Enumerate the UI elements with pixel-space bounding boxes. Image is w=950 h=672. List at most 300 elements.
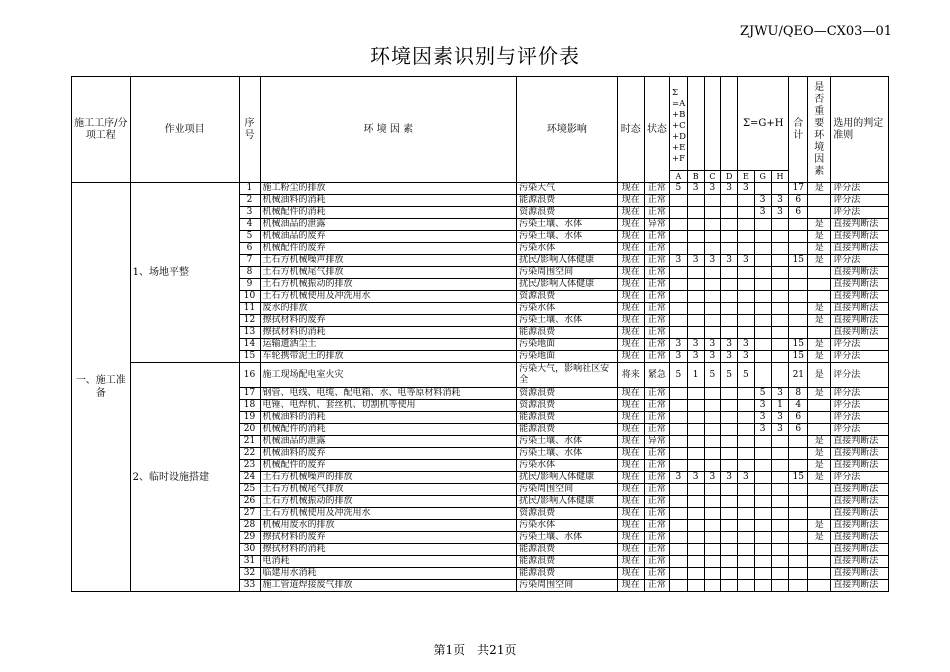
row-number: 9 xyxy=(239,279,260,291)
score-e xyxy=(738,556,755,568)
score-e xyxy=(738,195,755,207)
criteria-cell: 直接判断法 xyxy=(831,303,889,315)
criteria-cell: 评分法 xyxy=(831,207,889,219)
score-d xyxy=(721,580,738,592)
score-b xyxy=(687,291,704,303)
state-cell: 正常 xyxy=(644,291,669,303)
score-h xyxy=(771,351,789,363)
tense-cell: 现在 xyxy=(617,460,644,472)
score-a xyxy=(670,412,688,424)
row-number: 3 xyxy=(239,207,260,219)
criteria-cell: 评分法 xyxy=(831,388,889,400)
total-cell: 15 xyxy=(789,351,808,363)
score-b xyxy=(687,388,704,400)
total-cell xyxy=(789,448,808,460)
criteria-cell: 直接判断法 xyxy=(831,532,889,544)
score-b xyxy=(687,544,704,556)
criteria-cell: 直接判断法 xyxy=(831,267,889,279)
factor-cell: 机械油品的废弃 xyxy=(260,231,517,243)
factor-cell: 运输遗洒尘土 xyxy=(260,339,517,351)
score-e xyxy=(738,544,755,556)
factor-cell: 土石方机械尾气排放 xyxy=(260,267,517,279)
score-b xyxy=(687,448,704,460)
score-h xyxy=(771,460,789,472)
significant-cell xyxy=(808,207,831,219)
score-c xyxy=(704,279,721,291)
total-cell: 15 xyxy=(789,255,808,267)
factor-cell: 机械用废水的排放 xyxy=(260,520,517,532)
score-e xyxy=(738,580,755,592)
significant-cell xyxy=(808,496,831,508)
impact-cell: 扰民/影响人体健康 xyxy=(517,255,618,267)
score-h: 3 xyxy=(771,412,789,424)
score-e xyxy=(738,484,755,496)
header-impact: 环境影响 xyxy=(517,77,618,183)
total-cell xyxy=(789,484,808,496)
row-number: 29 xyxy=(239,532,260,544)
score-g xyxy=(754,255,771,267)
significant-cell: 是 xyxy=(808,243,831,255)
score-b: 1 xyxy=(687,363,704,388)
total-cell xyxy=(789,508,808,520)
letter-b: B xyxy=(687,171,704,183)
score-a xyxy=(670,267,688,279)
score-h: 3 xyxy=(771,195,789,207)
tense-cell: 现在 xyxy=(617,496,644,508)
score-a xyxy=(670,291,688,303)
score-e xyxy=(738,448,755,460)
score-e xyxy=(738,460,755,472)
significant-cell xyxy=(808,508,831,520)
document-number: ZJWU/QEO—CX03—01 xyxy=(739,24,892,39)
row-number: 22 xyxy=(239,448,260,460)
impact-cell: 资源浪费 xyxy=(517,291,618,303)
row-number: 6 xyxy=(239,243,260,255)
score-c xyxy=(704,207,721,219)
score-h: 1 xyxy=(771,400,789,412)
score-d: 3 xyxy=(721,255,738,267)
score-d xyxy=(721,327,738,339)
criteria-cell: 评分法 xyxy=(831,424,889,436)
state-cell: 正常 xyxy=(644,327,669,339)
total-cell: 8 xyxy=(789,388,808,400)
score-c xyxy=(704,315,721,327)
factor-cell: 施工现场配电室火灾 xyxy=(260,363,517,388)
tense-cell: 现在 xyxy=(617,556,644,568)
score-a xyxy=(670,279,688,291)
score-c xyxy=(704,412,721,424)
row-number: 12 xyxy=(239,315,260,327)
impact-cell: 污染大气，影响社区安全 xyxy=(517,363,618,388)
score-h xyxy=(771,255,789,267)
score-g xyxy=(754,544,771,556)
significant-cell: 是 xyxy=(808,472,831,484)
score-h xyxy=(771,327,789,339)
impact-cell: 能源浪费 xyxy=(517,556,618,568)
score-g xyxy=(754,472,771,484)
score-e xyxy=(738,568,755,580)
work-item-cell: 2、临时设施搭建 xyxy=(130,363,239,592)
factor-cell: 车轮携带泥土的排放 xyxy=(260,351,517,363)
score-d xyxy=(721,556,738,568)
tense-cell: 现在 xyxy=(617,219,644,231)
phase-cell: 一、施工准备 xyxy=(72,183,131,592)
score-h: 3 xyxy=(771,388,789,400)
criteria-cell: 直接判断法 xyxy=(831,544,889,556)
state-cell: 正常 xyxy=(644,508,669,520)
score-b xyxy=(687,460,704,472)
header-sum-af: Σ =A +B +C +D +E +F xyxy=(670,77,688,171)
impact-cell: 能源浪费 xyxy=(517,424,618,436)
significant-cell: 是 xyxy=(808,315,831,327)
table-row xyxy=(72,183,889,195)
score-g: 3 xyxy=(754,424,771,436)
state-cell: 正常 xyxy=(644,532,669,544)
total-cell xyxy=(789,460,808,472)
significant-cell xyxy=(808,400,831,412)
letter-d: D xyxy=(721,171,738,183)
score-e: 5 xyxy=(738,363,755,388)
score-d xyxy=(721,496,738,508)
score-d xyxy=(721,315,738,327)
score-g: 3 xyxy=(754,412,771,424)
total-cell xyxy=(789,568,808,580)
state-cell: 正常 xyxy=(644,303,669,315)
significant-cell xyxy=(808,580,831,592)
criteria-cell: 直接判断法 xyxy=(831,327,889,339)
score-h xyxy=(771,448,789,460)
total-cell xyxy=(789,496,808,508)
total-cell: 15 xyxy=(789,472,808,484)
page-footer: 第1页 共21页 xyxy=(433,643,517,657)
header-blank xyxy=(704,77,721,171)
impact-cell: 扰民/影响人体健康 xyxy=(517,472,618,484)
row-number: 8 xyxy=(239,267,260,279)
score-g xyxy=(754,243,771,255)
significant-cell xyxy=(808,556,831,568)
score-e xyxy=(738,520,755,532)
impact-cell: 污染土壤、水体 xyxy=(517,436,618,448)
score-h xyxy=(771,243,789,255)
impact-cell: 资源浪费 xyxy=(517,207,618,219)
total-cell xyxy=(789,315,808,327)
impact-cell: 资源浪费 xyxy=(517,400,618,412)
row-number: 25 xyxy=(239,484,260,496)
impact-cell: 资源浪费 xyxy=(517,508,618,520)
score-g xyxy=(754,351,771,363)
factor-cell: 土石方机械振动的排放 xyxy=(260,496,517,508)
criteria-cell: 评分法 xyxy=(831,339,889,351)
significant-cell xyxy=(808,291,831,303)
score-c xyxy=(704,532,721,544)
score-h: 3 xyxy=(771,207,789,219)
total-cell xyxy=(789,243,808,255)
tense-cell: 现在 xyxy=(617,339,644,351)
tense-cell: 现在 xyxy=(617,580,644,592)
score-h xyxy=(771,532,789,544)
score-h xyxy=(771,315,789,327)
score-g: 3 xyxy=(754,207,771,219)
state-cell: 正常 xyxy=(644,580,669,592)
row-number: 14 xyxy=(239,339,260,351)
impact-cell: 能源浪费 xyxy=(517,412,618,424)
tense-cell: 现在 xyxy=(617,303,644,315)
score-a: 5 xyxy=(670,183,688,195)
factor-cell: 土石方机械尾气排放 xyxy=(260,484,517,496)
tense-cell: 现在 xyxy=(617,472,644,484)
factor-cell: 钢管、电线、电缆、配电箱、水、电等原材料消耗 xyxy=(260,388,517,400)
score-g xyxy=(754,568,771,580)
impact-cell: 污染土壤、水体 xyxy=(517,448,618,460)
score-h xyxy=(771,339,789,351)
total-cell xyxy=(789,327,808,339)
total-cell xyxy=(789,303,808,315)
row-number: 7 xyxy=(239,255,260,267)
score-a xyxy=(670,231,688,243)
header-criteria: 选用的判定准则 xyxy=(831,77,889,183)
total-cell xyxy=(789,556,808,568)
score-g xyxy=(754,315,771,327)
score-h xyxy=(771,568,789,580)
tense-cell: 现在 xyxy=(617,436,644,448)
score-g xyxy=(754,556,771,568)
score-e: 3 xyxy=(738,183,755,195)
impact-cell: 能源浪费 xyxy=(517,544,618,556)
criteria-cell: 直接判断法 xyxy=(831,520,889,532)
row-number: 1 xyxy=(239,183,260,195)
score-c xyxy=(704,556,721,568)
score-e xyxy=(738,207,755,219)
score-c xyxy=(704,219,721,231)
score-d xyxy=(721,219,738,231)
criteria-cell: 直接判断法 xyxy=(831,568,889,580)
score-g xyxy=(754,484,771,496)
score-b xyxy=(687,424,704,436)
significant-cell: 是 xyxy=(808,303,831,315)
score-h xyxy=(771,472,789,484)
criteria-cell: 直接判断法 xyxy=(831,448,889,460)
criteria-cell: 评分法 xyxy=(831,351,889,363)
total-cell xyxy=(789,532,808,544)
score-a xyxy=(670,520,688,532)
row-number: 11 xyxy=(239,303,260,315)
score-a: 3 xyxy=(670,339,688,351)
impact-cell: 污染水体 xyxy=(517,460,618,472)
factor-cell: 机械配件的废弃 xyxy=(260,243,517,255)
score-h xyxy=(771,484,789,496)
total-cell xyxy=(789,520,808,532)
score-d xyxy=(721,508,738,520)
total-cell xyxy=(789,219,808,231)
significant-cell xyxy=(808,412,831,424)
score-c xyxy=(704,243,721,255)
score-d: 3 xyxy=(721,339,738,351)
significant-cell: 是 xyxy=(808,436,831,448)
score-d xyxy=(721,460,738,472)
impact-cell: 污染大气 xyxy=(517,183,618,195)
state-cell: 正常 xyxy=(644,351,669,363)
row-number: 30 xyxy=(239,544,260,556)
score-a xyxy=(670,448,688,460)
impact-cell: 污染地面 xyxy=(517,351,618,363)
score-d xyxy=(721,195,738,207)
factor-cell: 土石方机械使用及冲洗用水 xyxy=(260,291,517,303)
score-h xyxy=(771,219,789,231)
table-body xyxy=(72,183,889,592)
row-number: 20 xyxy=(239,424,260,436)
factor-cell: 土石方机械噪声的排放 xyxy=(260,472,517,484)
score-e: 3 xyxy=(738,351,755,363)
significant-cell xyxy=(808,424,831,436)
impact-cell: 污染水体 xyxy=(517,303,618,315)
factor-cell: 土石方机械噪声排放 xyxy=(260,255,517,267)
score-d xyxy=(721,243,738,255)
score-b xyxy=(687,279,704,291)
score-d xyxy=(721,267,738,279)
score-e xyxy=(738,532,755,544)
score-d xyxy=(721,279,738,291)
score-a xyxy=(670,508,688,520)
factor-cell: 土石方机械振动的排放 xyxy=(260,279,517,291)
significant-cell xyxy=(808,279,831,291)
criteria-cell: 评分法 xyxy=(831,255,889,267)
criteria-cell: 直接判断法 xyxy=(831,219,889,231)
score-a xyxy=(670,484,688,496)
significant-cell xyxy=(808,195,831,207)
criteria-cell: 评分法 xyxy=(831,183,889,195)
score-d: 3 xyxy=(721,351,738,363)
factor-cell: 电锤、电焊机、套丝机、切割机等使用 xyxy=(260,400,517,412)
significant-cell: 是 xyxy=(808,388,831,400)
score-c xyxy=(704,267,721,279)
row-number: 33 xyxy=(239,580,260,592)
score-h: 3 xyxy=(771,424,789,436)
state-cell: 正常 xyxy=(644,424,669,436)
score-g xyxy=(754,436,771,448)
score-g xyxy=(754,279,771,291)
score-b: 3 xyxy=(687,255,704,267)
score-e: 3 xyxy=(738,255,755,267)
score-d xyxy=(721,448,738,460)
score-h xyxy=(771,496,789,508)
score-g xyxy=(754,219,771,231)
impact-cell: 污染土壤、水体 xyxy=(517,532,618,544)
impact-cell: 污染水体 xyxy=(517,243,618,255)
tense-cell: 现在 xyxy=(617,424,644,436)
score-a xyxy=(670,388,688,400)
score-a: 5 xyxy=(670,363,688,388)
page-title: 环境因素识别与评价表 xyxy=(370,44,580,68)
tense-cell: 将来 xyxy=(617,363,644,388)
score-g xyxy=(754,291,771,303)
total-cell: 4 xyxy=(789,400,808,412)
row-number: 13 xyxy=(239,327,260,339)
score-a xyxy=(670,496,688,508)
total-cell: 17 xyxy=(789,183,808,195)
impact-cell: 扰民/影响人体健康 xyxy=(517,496,618,508)
score-g xyxy=(754,267,771,279)
score-b xyxy=(687,520,704,532)
score-a xyxy=(670,400,688,412)
score-e xyxy=(738,496,755,508)
table-row xyxy=(72,363,889,388)
tense-cell: 现在 xyxy=(617,484,644,496)
criteria-cell: 直接判断法 xyxy=(831,508,889,520)
total-cell: 6 xyxy=(789,412,808,424)
tense-cell: 现在 xyxy=(617,231,644,243)
criteria-cell: 评分法 xyxy=(831,400,889,412)
criteria-cell: 直接判断法 xyxy=(831,231,889,243)
tense-cell: 现在 xyxy=(617,327,644,339)
score-d xyxy=(721,303,738,315)
criteria-cell: 直接判断法 xyxy=(831,243,889,255)
state-cell: 正常 xyxy=(644,412,669,424)
header-significant: 是否重要环境因素 xyxy=(808,77,831,183)
score-a xyxy=(670,195,688,207)
score-d xyxy=(721,520,738,532)
impact-cell: 污染周围空间 xyxy=(517,484,618,496)
letter-h: H xyxy=(771,171,789,183)
score-h xyxy=(771,544,789,556)
factor-cell: 擦拭材料的废弃 xyxy=(260,315,517,327)
score-c: 3 xyxy=(704,183,721,195)
score-d xyxy=(721,388,738,400)
criteria-cell: 直接判断法 xyxy=(831,484,889,496)
row-number: 32 xyxy=(239,568,260,580)
total-cell: 15 xyxy=(789,339,808,351)
score-b: 3 xyxy=(687,183,704,195)
significant-cell xyxy=(808,568,831,580)
score-e xyxy=(738,267,755,279)
score-c xyxy=(704,580,721,592)
work-item-cell: 1、场地平整 xyxy=(130,183,239,363)
tense-cell: 现在 xyxy=(617,291,644,303)
score-a xyxy=(670,544,688,556)
score-c: 3 xyxy=(704,339,721,351)
score-d xyxy=(721,400,738,412)
score-a xyxy=(670,207,688,219)
score-g xyxy=(754,183,771,195)
score-g xyxy=(754,520,771,532)
factor-cell: 机械配件的消耗 xyxy=(260,424,517,436)
row-number: 18 xyxy=(239,400,260,412)
score-e xyxy=(738,219,755,231)
factor-cell: 电消耗 xyxy=(260,556,517,568)
factor-cell: 机械配件的消耗 xyxy=(260,207,517,219)
score-c: 5 xyxy=(704,363,721,388)
criteria-cell: 评分法 xyxy=(831,363,889,388)
score-c xyxy=(704,484,721,496)
impact-cell: 能源浪费 xyxy=(517,195,618,207)
score-g: 3 xyxy=(754,400,771,412)
state-cell: 正常 xyxy=(644,207,669,219)
factor-cell: 机械油料的废弃 xyxy=(260,448,517,460)
tense-cell: 现在 xyxy=(617,544,644,556)
tense-cell: 现在 xyxy=(617,351,644,363)
score-a xyxy=(670,243,688,255)
row-number: 17 xyxy=(239,388,260,400)
score-g xyxy=(754,448,771,460)
score-b xyxy=(687,267,704,279)
score-c xyxy=(704,291,721,303)
state-cell: 异常 xyxy=(644,219,669,231)
score-a: 3 xyxy=(670,255,688,267)
significant-cell: 是 xyxy=(808,183,831,195)
total-cell xyxy=(789,544,808,556)
header-total: 合计 xyxy=(789,77,808,183)
score-h xyxy=(771,303,789,315)
score-a xyxy=(670,436,688,448)
